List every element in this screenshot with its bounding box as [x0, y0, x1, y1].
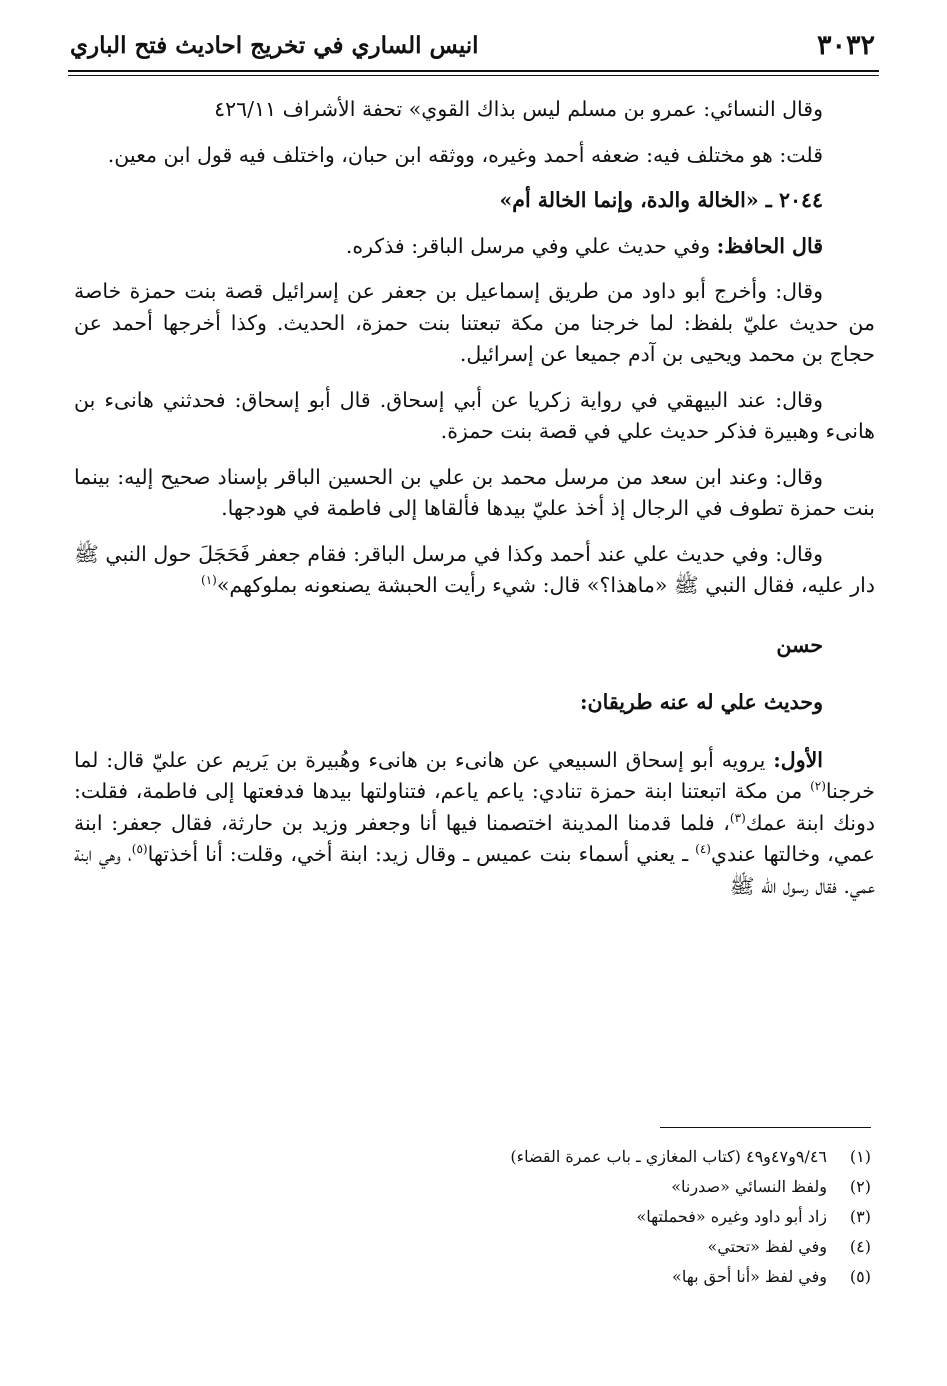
- running-title: انيس الساري في تخريج احاديث فتح الباري: [70, 32, 479, 59]
- first-route-text-e: ، وهي ابنة عمي. فقال رسول الله ﷺ: [74, 842, 875, 898]
- footnote-text: ولفظ النسائي «صدرنا»: [671, 1177, 827, 1196]
- hafiz-text: وفي حديث علي وفي مرسل الباقر: فذكره.: [345, 233, 711, 258]
- footnote-text: وفي لفظ «أنا أحق بها»: [672, 1267, 827, 1286]
- footnote-ref-5[interactable]: (٥): [131, 842, 148, 857]
- footnote-ref-1[interactable]: (١): [201, 573, 217, 588]
- hadith-heading: ٢٠٤٤ ـ «الخالة والدة، وإنما الخالة أم»: [499, 188, 823, 212]
- hafiz-label: قال الحافظ:: [716, 233, 823, 258]
- main-text: [74, 94, 875, 916]
- paragraph-nasai: وقال النسائي: عمرو بن مسلم ليس بذاك القوي» تحفة الأشراف ٤٢٦/١١: [214, 97, 823, 121]
- page-number: ٣٠٣٢: [816, 30, 875, 61]
- first-route-label: الأول:: [773, 747, 823, 772]
- footnote-number: (٢): [849, 1177, 871, 1196]
- footnote-number: (١): [849, 1147, 871, 1166]
- footnote-text: وفي لفظ «تحتي»: [707, 1237, 827, 1256]
- first-route-text-b: من مكة اتبعتنا ابنة حمزة تنادي: ياعم ياعم، فتناولتها بيدها فدفعتها إلى فاطمة، فقلت: دونك ابنة عمك: [74, 779, 875, 835]
- grade-hasan: حسن: [776, 632, 823, 657]
- paragraph-two-routes: وحديث علي له عنه طريقان:: [579, 690, 823, 714]
- footnote-item: [200, 1202, 871, 1232]
- first-route-text-c: ، فلما قدمنا المدينة اختصمنا فيها أنا وجعفر وزيد بن حارثة، فقال جعفر: ابنة عمي، وخالتها عندي: [74, 810, 875, 866]
- paragraph-bayhaqi: وقال: عند البيهقي في رواية زكريا عن أبي إسحاق. قال أبو إسحاق: فحدثني هانىء بن هانىء وهبيرة فذكر حديث علي في قصة بنت حمزة.: [74, 387, 875, 443]
- footnote-text: ٩/٤٦و٤٧و٤٩ (كتاب المغازي ـ باب عمرة القضاء): [510, 1147, 827, 1166]
- footnote-number: (٤): [849, 1237, 871, 1256]
- footnote-item: [200, 1172, 871, 1202]
- paragraph-hafiz: [74, 231, 875, 263]
- footnote-ref-4[interactable]: (٤): [695, 842, 711, 857]
- header-rule: [68, 70, 879, 72]
- paragraph-ibn-saad: وقال: وعند ابن سعد من مرسل محمد بن علي بن الحسين الباقر بإسناد صحيح إليه: بينما بنت حمزة تطوف في الرجال إذ أخذ عليّ بيدها فألقاها إلى فاطمة في هودجها.: [74, 464, 875, 520]
- first-route-text-a: يرويه أبو إسحاق السبيعي عن هانىء بن هانىء وهُبيرة بن يَريم عن عليّ قال: لما خرجنا: [74, 747, 875, 803]
- page-header: [70, 28, 875, 68]
- footnote-ref-2[interactable]: (٢): [810, 779, 826, 794]
- footnote-number: (٥): [849, 1267, 871, 1286]
- ahmad-text: وقال: وفي حديث علي عند أحمد وكذا في مرسل الباقر: فقام جعفر فَحَجَلَ حول النبي ﷺ دار عليه، فقال النبي ﷺ «ماهذا؟» قال: شيء رأيت الحبشة يصنعونه بملوكهم»: [74, 541, 875, 597]
- footnote-number: (٣): [849, 1207, 871, 1226]
- footnote-text: زاد أبو داود وغيره «فحملتها»: [636, 1207, 827, 1226]
- footnote-rule: [660, 1127, 871, 1128]
- footnote-ref-3[interactable]: (٣): [729, 810, 746, 825]
- footnote-item: [200, 1262, 871, 1292]
- header-rule-thin: [68, 75, 879, 76]
- footnotes: [200, 1142, 871, 1292]
- first-route-text-d: ـ يعني أسماء بنت عميس ـ وقال زيد: ابنة أخي، وقلت: أنا أخذتها: [147, 842, 689, 866]
- paragraph-qult: قلت: هو مختلف فيه: ضعفه أحمد وغيره، ووثقه ابن حبان، واختلف فيه قول ابن معين.: [107, 142, 823, 167]
- footnote-item: [200, 1232, 871, 1262]
- paragraph-abu-dawud: وقال: وأخرج أبو داود من طريق إسماعيل بن جعفر عن إسرائيل قصة بنت حمزة خاصة من حديث عليّ بلفظ: لما خرجنا من مكة تبعتنا بنت حمزة، الحديث. وكذا أخرجها أحمد عن حجاج بن محمد ويحيى بن آدم جميعا عن إسرائيل.: [74, 279, 875, 366]
- paragraph-ahmad: [74, 539, 875, 602]
- footnote-item: [200, 1142, 871, 1172]
- paragraph-first-route: [74, 745, 875, 903]
